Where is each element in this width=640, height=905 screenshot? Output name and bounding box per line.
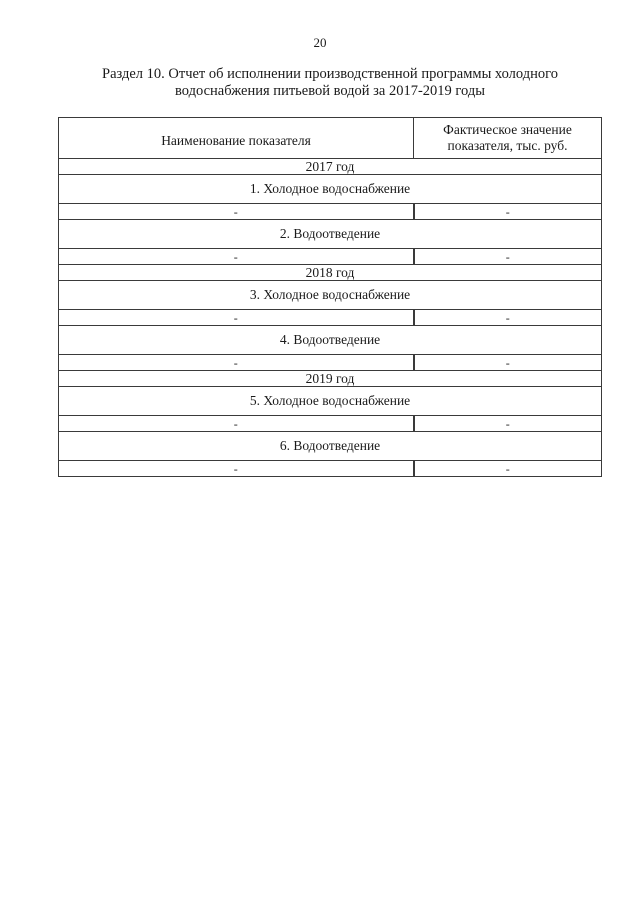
category-row [59,326,602,355]
category-row [59,220,602,249]
indicator-name-cell: - [59,310,414,326]
page-number: 20 [313,35,327,50]
category-label: 6. Водоотведение [59,432,602,461]
year-row [59,371,602,387]
indicator-name-cell: - [59,249,414,265]
year-label: 2019 год [59,371,602,387]
indicator-value-cell: - [414,461,602,477]
category-label: 3. Холодное водоснабжение [59,281,602,310]
category-row [59,432,602,461]
indicator-value-cell: - [414,310,602,326]
indicator-name-cell: - [59,355,414,371]
section-title-line-2: водоснабжения питьевой водой за 2017-2019 годы [175,83,485,99]
header-indicator-name: Наименование показателя [59,118,414,159]
indicator-value-cell: - [414,204,602,220]
table-row [59,461,602,477]
table-row [59,204,602,220]
indicator-value-cell: - [414,249,602,265]
year-label: 2018 год [59,265,602,281]
category-label: 5. Холодное водоснабжение [59,387,602,416]
category-label: 2. Водоотведение [59,220,602,249]
category-row [59,175,602,204]
table-row [59,416,602,432]
table-row [59,249,602,265]
indicator-value-cell: - [414,355,602,371]
category-row [59,387,602,416]
table-header-row [59,118,602,159]
section-title [60,66,600,100]
section-title-line-1: Раздел 10. Отчет об исполнении производственной программы холодного [102,66,558,82]
year-label: 2017 год [59,159,602,175]
table-row [59,355,602,371]
year-row [59,159,602,175]
report-table [58,117,602,477]
category-row [59,281,602,310]
category-label: 1. Холодное водоснабжение [59,175,602,204]
header-actual-value: Фактическое значение показателя, тыс. руб. [414,118,602,159]
year-row [59,265,602,281]
indicator-name-cell: - [59,416,414,432]
indicator-value-cell: - [414,416,602,432]
table-row [59,310,602,326]
category-label: 4. Водоотведение [59,326,602,355]
indicator-name-cell: - [59,461,414,477]
indicator-name-cell: - [59,204,414,220]
